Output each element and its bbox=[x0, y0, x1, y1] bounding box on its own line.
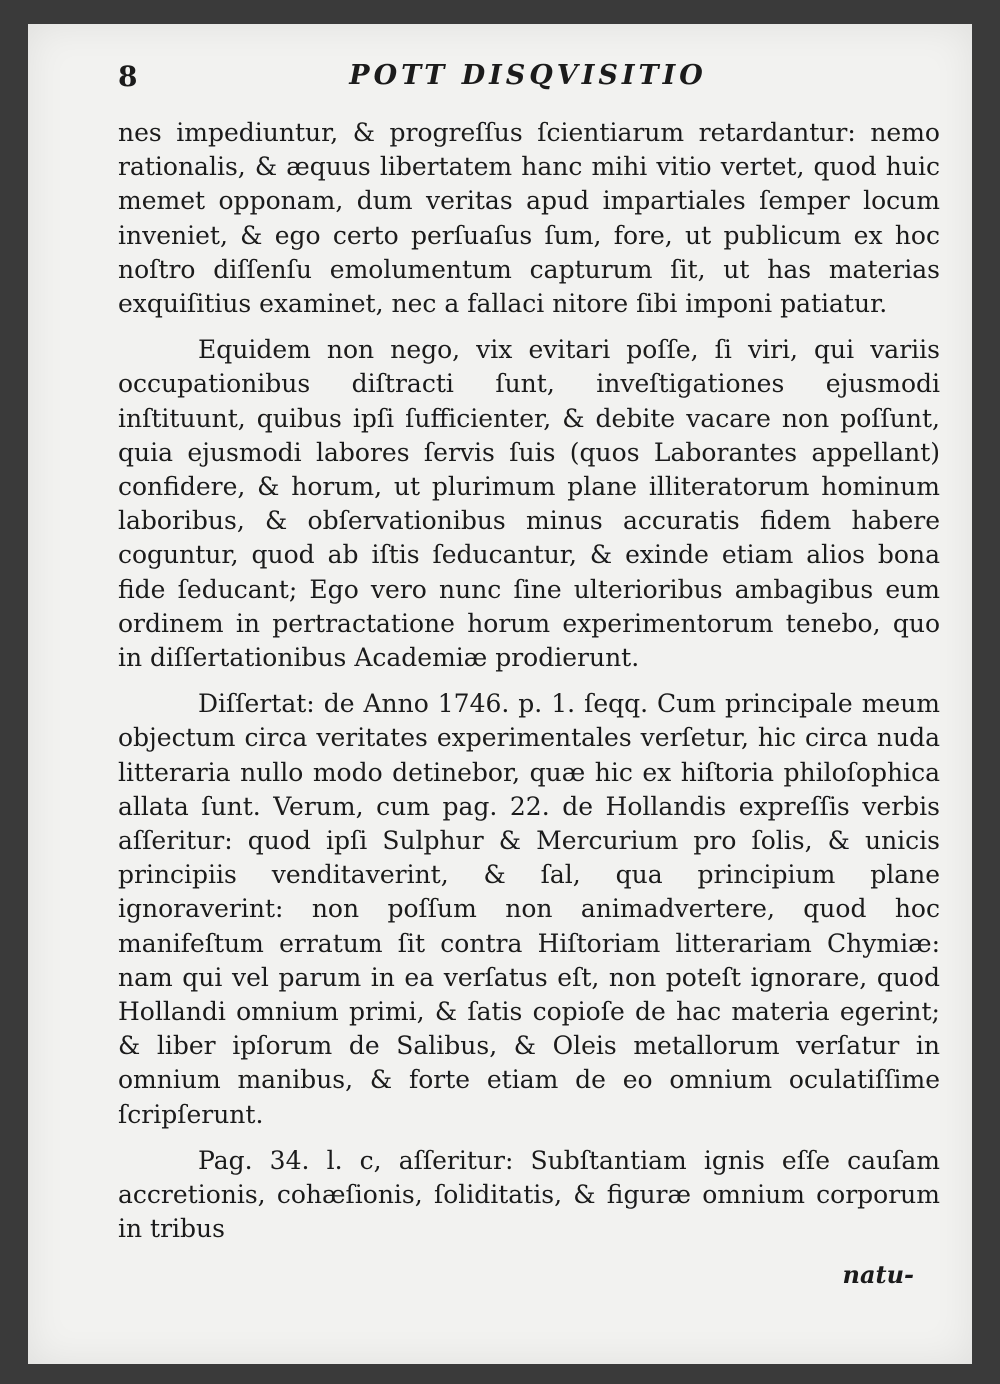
text-body bbox=[118, 116, 940, 1247]
paragraph: Diſſertat: de Anno 1746. p. 1. ſeqq. Cum principale meum objectum circa veritates experimentales verſetur, hic circa nuda litteraria nullo modo detinebor, quæ hic ex hiſtoria philoſophica allata ſunt. Verum, cum pag. 22. de Hollandis expreſſis verbis aſſeritur: quod ipſi Sulphur & Mercurium pro ſolis, & unicis principiis venditaverint, & ſal, qua principium plane ignoraverint: non poſſum non animadvertere, quod hoc manifeſtum erratum ſit contra Hiſtoriam litterariam Chymiæ: nam qui vel parum in ea verſatus eſt, non poteſt ignorare, quod Hollandi omnium primi, & ſatis copioſe de hac materia egerint; & liber ipſorum de Salibus, & Oleis metallorum verſatur in omnium manibus, & forte etiam de eo omnium oculatiſſime ſcripſerunt. bbox=[118, 689, 940, 1129]
paragraph-gap bbox=[118, 1132, 940, 1144]
page-number: 8 bbox=[118, 60, 138, 93]
catchword: natu- bbox=[842, 1260, 914, 1289]
paragraph: Pag. 34. l. c, aſſeritur: Subſtantiam ignis eſſe cauſam accretionis, cohæſionis, ſoliditatis, & figuræ omnium corporum in tribus bbox=[118, 1145, 940, 1244]
book-page bbox=[28, 24, 972, 1364]
paragraph: nes impediuntur, & progreſſus ſcientiarum retardantur: nemo rationalis, & æquus libertatem hanc mihi vitio vertet, quod huic memet opponam, dum veritas apud impartiales ſemper locum inveniet, & ego certo perſuaſus ſum, fore, ut publicum ex hoc noſtro diſſenſu emolumentum capturum ſit, ut has materias exquiſitius examinet, nec a fallaci nitore ſibi imponi patiatur. bbox=[118, 118, 940, 319]
paragraph: Equidem non nego, vix evitari poſſe, ſi viri, qui variis occupationibus diſtracti ſunt, inveſtigationes ejusmodi inſtituunt, quibus ipſi ſufficienter, & debite vacare non poſſunt, quia ejusmodi labores ſervis ſuis (quos Laborantes appellant) confidere, & horum, ut plurimum plane illiteratorum hominum laboribus, & obſervationibus minus accuratis fidem habere coguntur, quod ab iſtis ſeducantur, & exinde etiam alios bona fide ſeducant; Ego vero nunc ſine ulterioribus ambagibus eum ordinem in pertractatione horum experimentorum tenebo, quo in diſſertationibus Academiæ prodierunt. bbox=[118, 335, 940, 673]
paragraph-gap bbox=[118, 675, 940, 687]
paragraph-gap bbox=[118, 321, 940, 333]
running-head: POTT DISQVISITIO bbox=[349, 60, 707, 91]
page-header bbox=[118, 60, 938, 100]
